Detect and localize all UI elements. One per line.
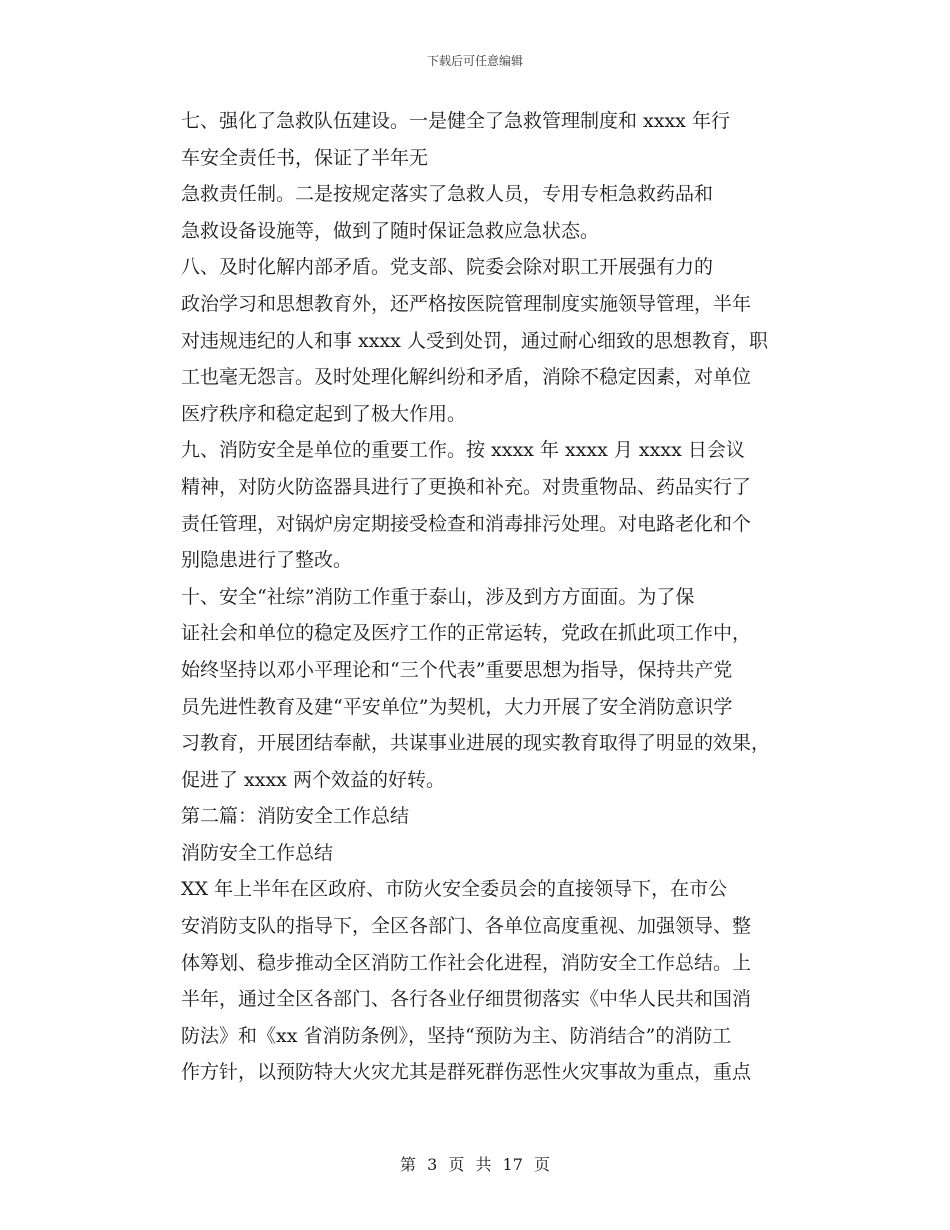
paragraph-line: 急救责任制。二是按规定落实了急救人员，专用专柜急救药品和 <box>181 183 714 206</box>
body-paragraph <box>143 871 807 1091</box>
paragraph-line: 对违规违纪的人和事 xxxx 人受到处罚，通过耐心细致的思想教育，职 <box>181 329 768 352</box>
paragraph-line: 始终坚持以邓小平理论和“三个代表”重要思想为指导，保持共产党 <box>181 658 733 681</box>
paragraph-line: 十、安全“社综”消防工作重于泰山，涉及到方方面面。为了保 <box>181 585 695 608</box>
body-paragraph <box>143 432 807 578</box>
paragraph-line: 证社会和单位的稳定及医疗工作的正常运转，党政在抓此项工作中， <box>181 622 752 645</box>
paragraph-line: 九、消防安全是单位的重要工作。按 xxxx 年 xxxx 月 xxxx 日会议 <box>181 439 745 462</box>
paragraph-line: XX 年上半年在区政府、市防火安全委员会的直接领导下，在市公 <box>181 878 728 901</box>
paragraph-line: 消防安全工作总结 <box>181 841 334 864</box>
paragraph-line: 七、强化了急救队伍建设。一是健全了急救管理制度和 xxxx 年行 <box>181 110 730 132</box>
paragraph-line: 半年，通过全区各部门、各行各业仔细贯彻落实《中华人民共和国消 <box>181 988 752 1011</box>
paragraph-line: 安消防支队的指导下，全区各部门、各单位高度重视、加强领导、整 <box>181 915 752 938</box>
paragraph-line: 作方针，以预防特大火灾尤其是群死群伤恶性火灾事故为重点，重点 <box>181 1061 752 1084</box>
paragraph-line: 精神，对防火防盗器具进行了更换和补充。对贵重物品、药品实行了 <box>181 475 752 498</box>
paragraph-line: 第二篇：消防安全工作总结 <box>181 805 410 828</box>
paragraph-line: 习教育，开展团结奉献，共谋事业进展的现实教育取得了明显的效果， <box>181 732 771 755</box>
paragraph-line: 政治学习和思想教育外，还严格按医院管理制度实施领导管理，半年 <box>181 292 752 315</box>
paragraph-line: 工也毫无怨言。及时处理化解纠纷和矛盾，消除不稳定因素，对单位 <box>181 366 752 389</box>
paragraph-line: 别隐患进行了整改。 <box>181 549 353 572</box>
paragraph-line: 体筹划、稳步推动全区消防工作社会化进程，消防安全工作总结。上 <box>181 951 752 974</box>
body-paragraph <box>143 579 807 799</box>
paragraph-line: 急救设备设施等，做到了随时保证急救应急状态。 <box>181 219 600 242</box>
paragraph-line: 员先进性教育及建“平安单位”为契机，大力开展了安全消防意识学 <box>181 695 733 718</box>
paragraph-line: 医疗秩序和稳定起到了极大作用。 <box>181 402 467 425</box>
body-paragraph <box>143 103 807 176</box>
body-paragraph <box>143 249 807 432</box>
page-header-note: 下载后可任意编辑 <box>426 54 523 68</box>
page-number-footer: 第 3 页 共 17 页 <box>400 1155 550 1174</box>
body-paragraph <box>143 798 807 835</box>
body-paragraph <box>143 835 807 872</box>
paragraph-line: 促进了 xxxx 两个效益的好转。 <box>181 768 445 791</box>
paragraph-line: 责任管理，对锅炉房定期接受检查和消毒排污处理。对电路老化和个 <box>181 512 752 535</box>
document-body <box>143 103 807 1091</box>
paragraph-line: 车安全责任书，保证了半年无 <box>181 146 429 169</box>
body-paragraph <box>143 176 807 249</box>
paragraph-line: 八、及时化解内部矛盾。党支部、院委会除对职工开展强有力的 <box>181 256 714 279</box>
paragraph-line: 防法》和《xx 省消防条例》，坚持“预防为主、防消结合”的消防工 <box>181 1024 732 1047</box>
